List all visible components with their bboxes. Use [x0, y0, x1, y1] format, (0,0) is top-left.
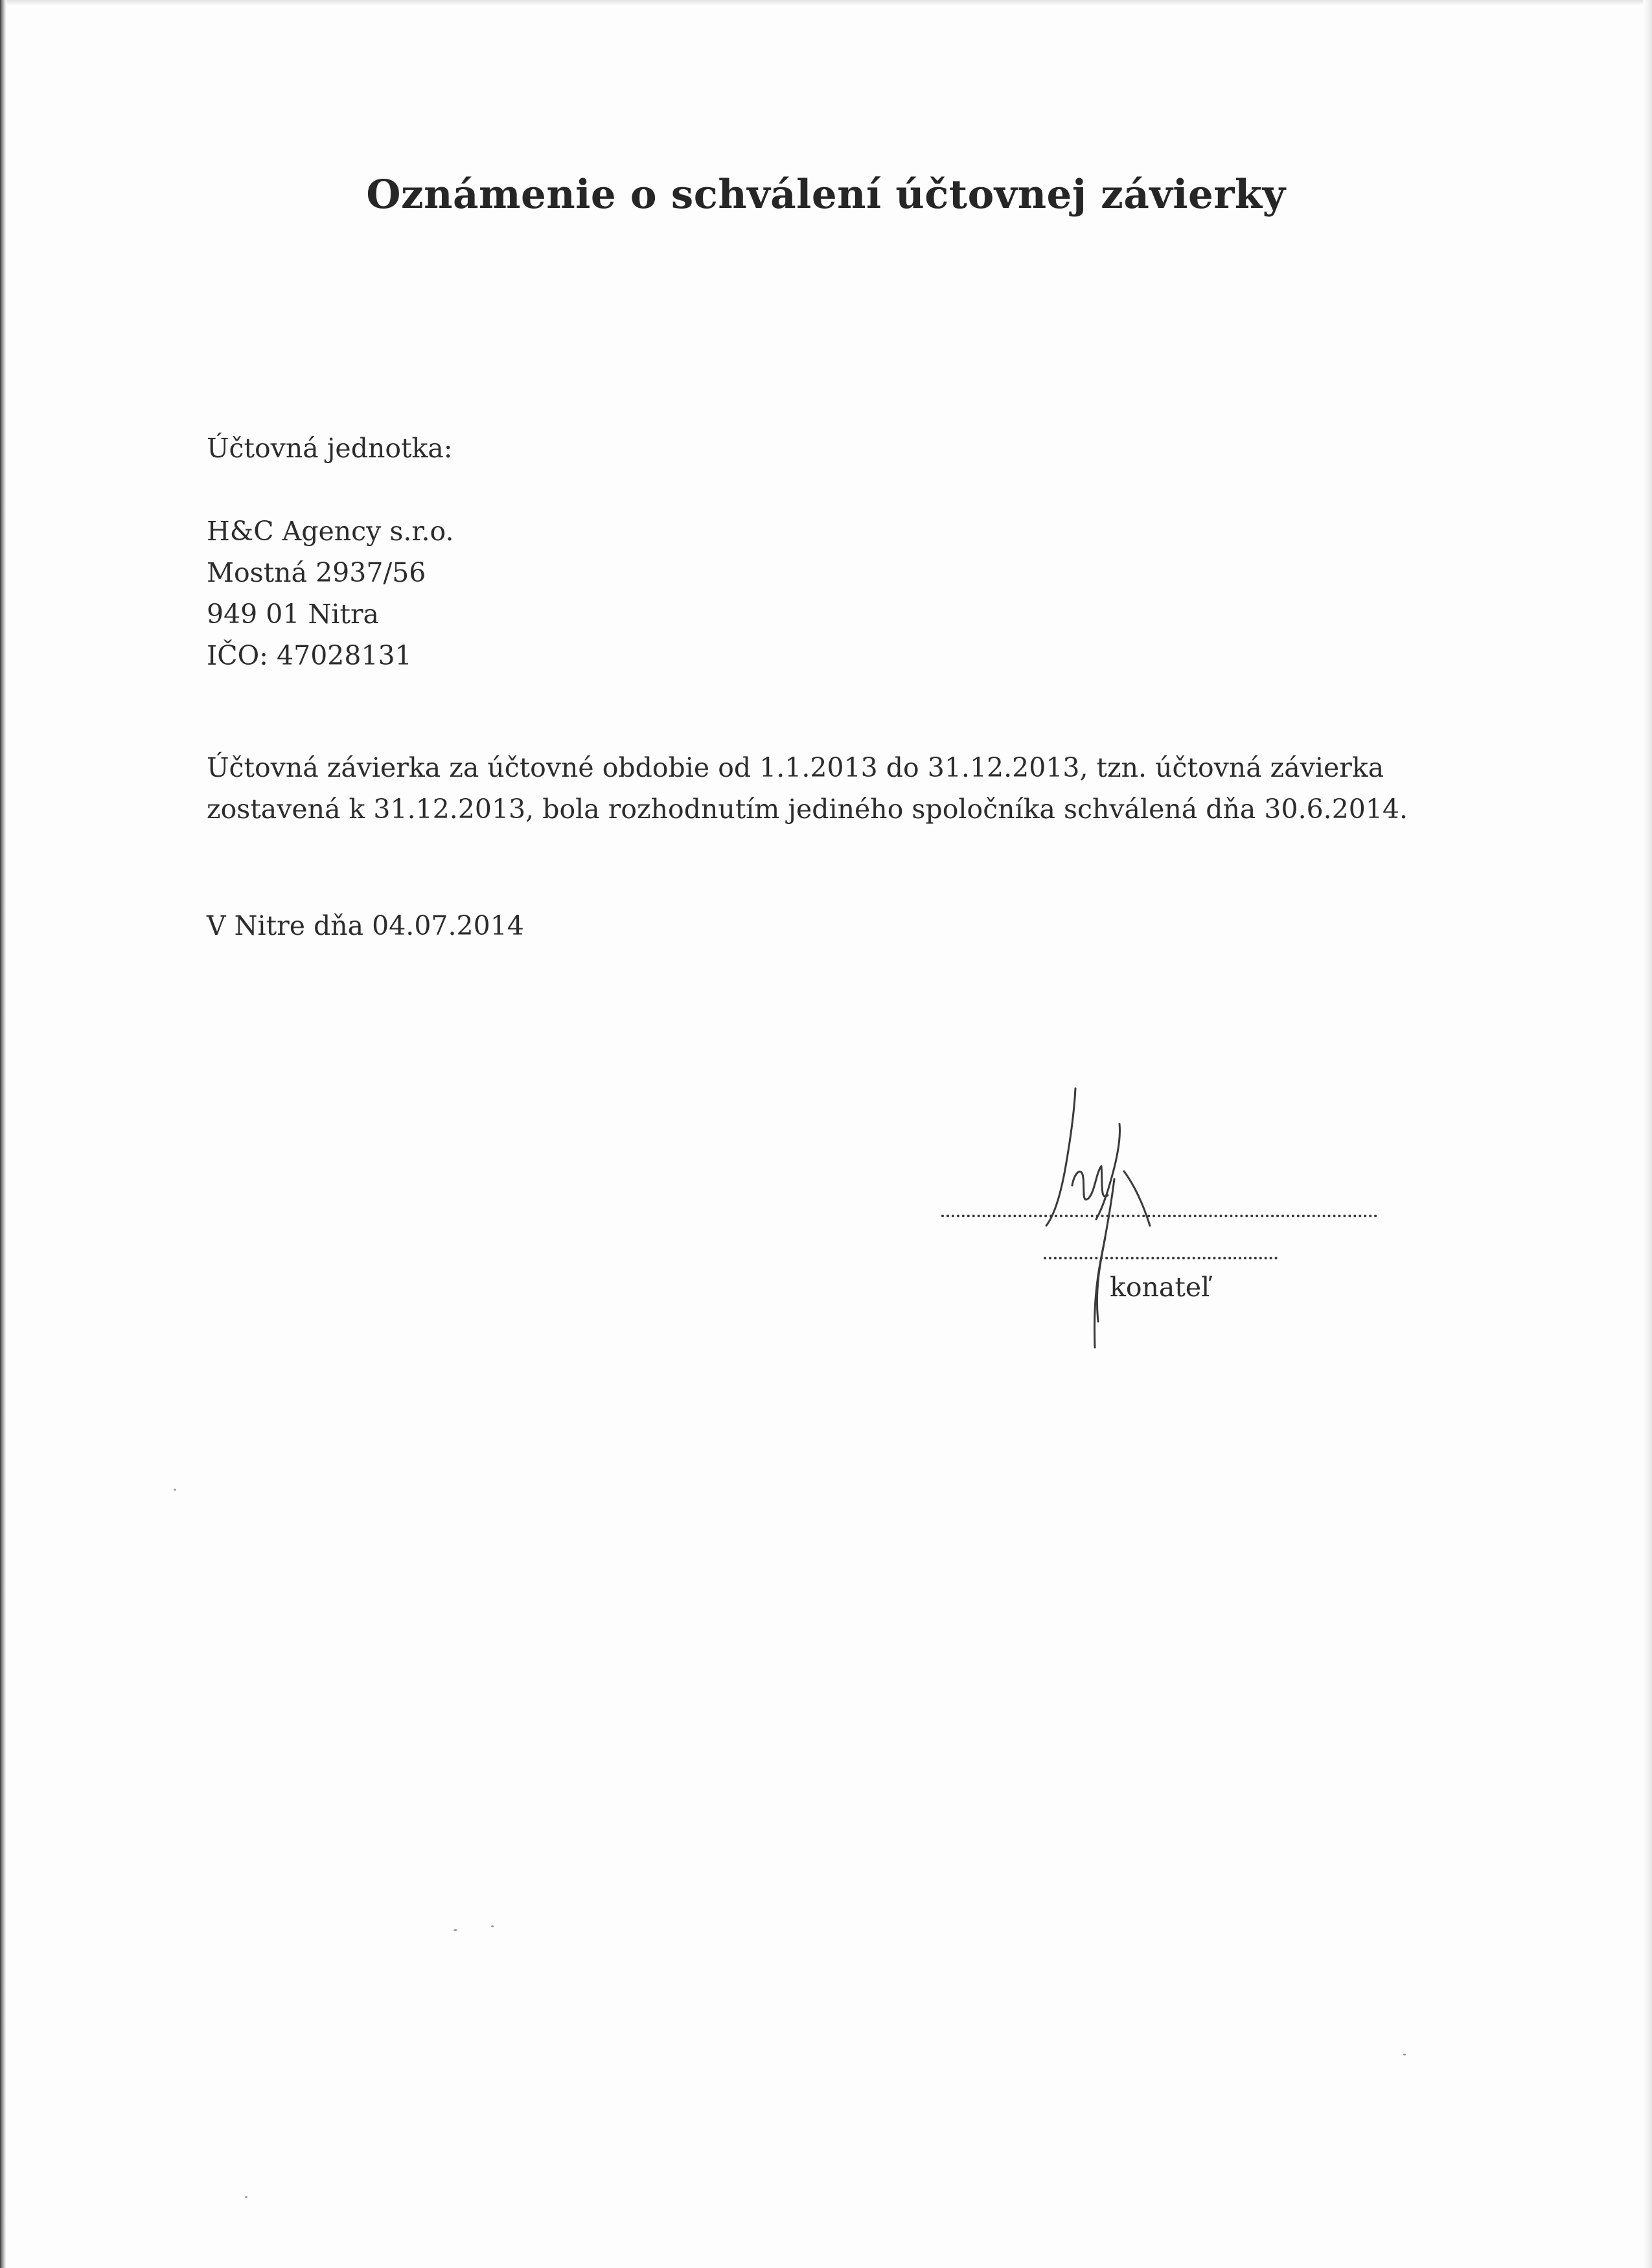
scan-speck: [245, 2196, 247, 2198]
handwritten-signature: [991, 1075, 1211, 1360]
company-id: IČO: 47028131: [207, 640, 412, 671]
company-name: H&C Agency s.r.o.: [207, 516, 454, 547]
paragraph-line: Účtovná závierka za účtovné obdobie od 1.1.2013 do 31.12.2013, tzn. účtovná závierka: [207, 752, 1384, 783]
postal-city: 949 01 Nitra: [207, 599, 379, 630]
scan-speck: [174, 1489, 176, 1491]
document-title: Oznámenie o schválení účtovnej závierky: [366, 172, 1286, 218]
company-address: [207, 510, 454, 676]
approval-paragraph: [207, 747, 1408, 830]
street-address: Mostná 2937/56: [207, 557, 426, 588]
scan-edge-right: [1643, 0, 1652, 2268]
scan-speck: [1403, 2054, 1406, 2056]
signatory-role: konateľ: [1110, 1272, 1210, 1303]
scan-edge-left: [0, 0, 6, 2268]
paragraph-line: zostavená k 31.12.2013, bola rozhodnutím jediného spoločníka schválená dňa 30.6.2014.: [207, 794, 1408, 825]
scan-speck: [491, 1925, 494, 1927]
scan-edge-top: [0, 0, 1652, 5]
place-and-date: V Nitre dňa 04.07.2014: [207, 910, 524, 941]
scan-speck: [453, 1929, 457, 1931]
unit-label: Účtovná jednotka:: [207, 433, 453, 464]
